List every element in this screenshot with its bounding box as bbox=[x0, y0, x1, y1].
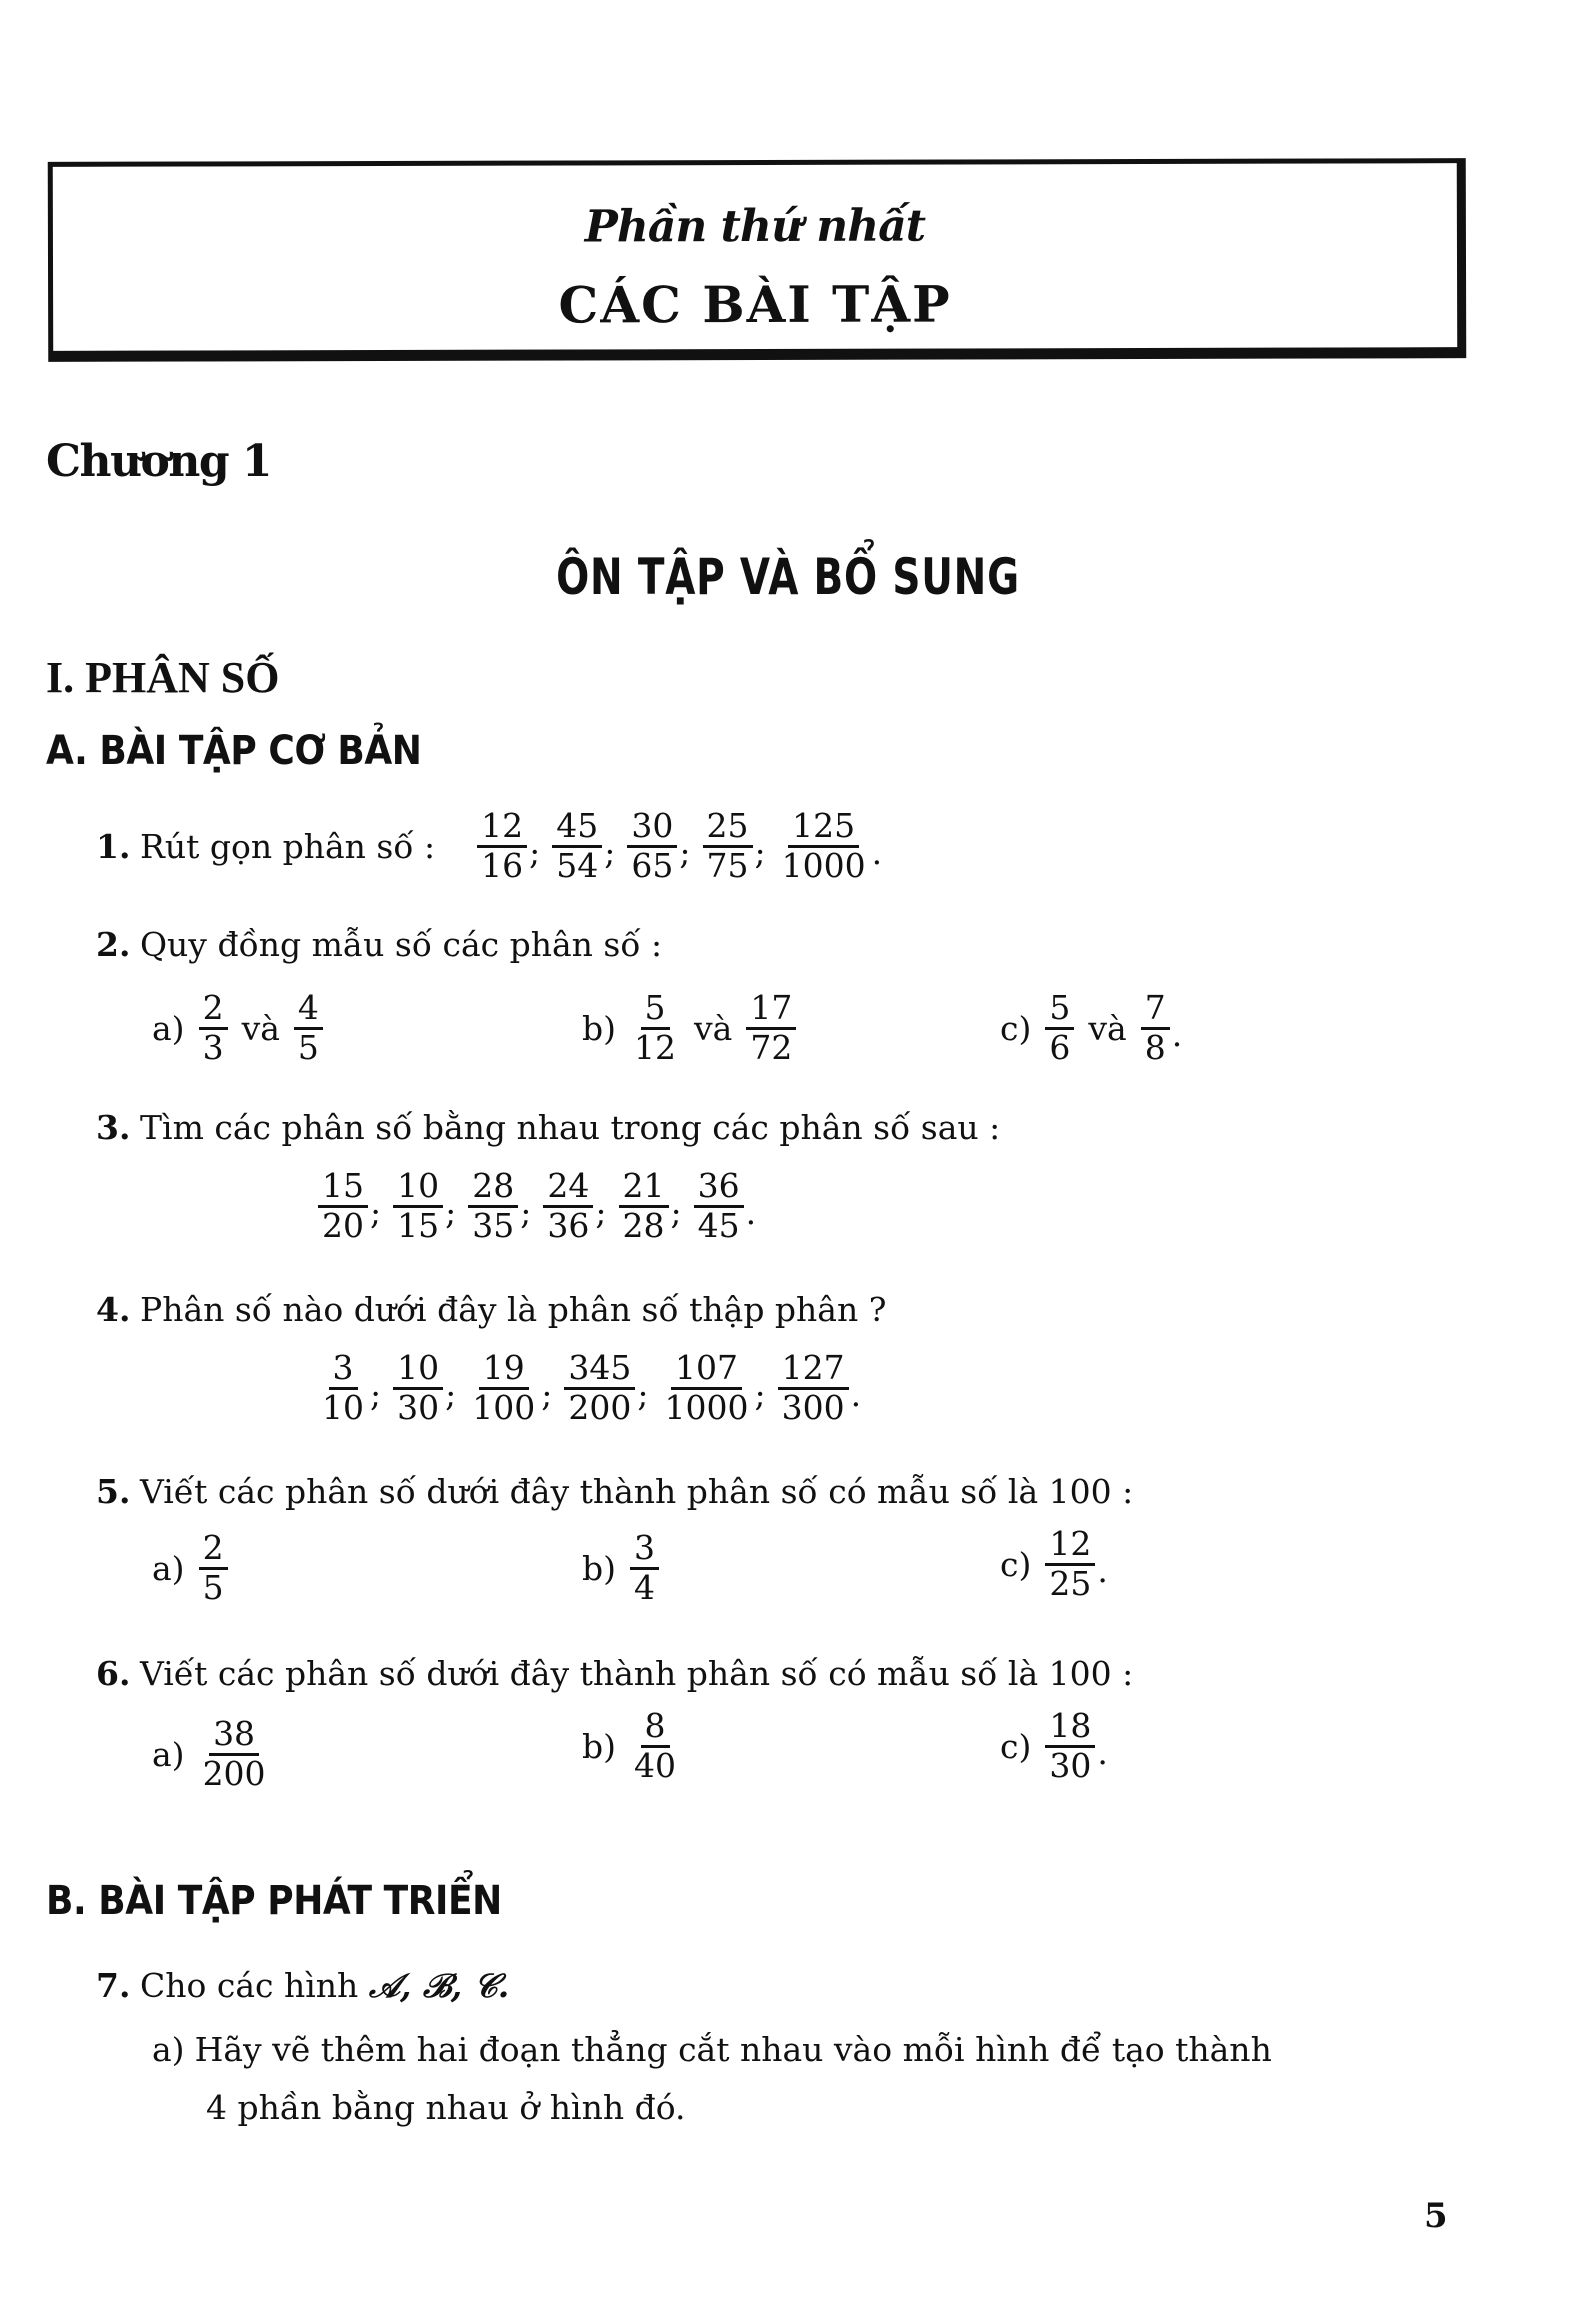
part-label: c) bbox=[1000, 1726, 1032, 1766]
fraction: $\frac{5}{6}$ bbox=[1045, 990, 1074, 1067]
exercise-1: 1. Rút gọn phân số : $\frac{12}{16}$ ; $\frac{45}{54}$ ; $\frac{30}{65}$ ; $\frac{25}{75}$ ; $\frac{125}{1000}$ . bbox=[96, 806, 883, 885]
part-label: b) bbox=[582, 1548, 616, 1588]
exercise-7-part-a bbox=[152, 2030, 1272, 2069]
fraction: $\frac{8}{40}$ bbox=[634, 1706, 676, 1785]
exercise-5-part-b bbox=[582, 1530, 659, 1607]
fraction: $\frac{10}{15}$ bbox=[393, 1168, 443, 1245]
exercise-3-fractions: $\frac{15}{20}$ ; $\frac{10}{15}$ ; $\frac{28}{35}$ ; $\frac{24}{36}$ ; $\frac{21}{28}$ ; $\frac{36}{45}$ . bbox=[318, 1168, 768, 1245]
part-label: a) bbox=[152, 1548, 185, 1588]
fraction: $\frac{125}{1000}$ bbox=[781, 806, 866, 885]
fraction: $\frac{21}{28}$ bbox=[619, 1168, 669, 1245]
fraction: $\frac{45}{54}$ bbox=[552, 808, 602, 885]
exercise-4-fractions: $\frac{3}{10}$ ; $\frac{10}{30}$ ; $\frac{19}{100}$ ; $\frac{345}{200}$ ; $\frac{107}{1000}$ ; $\frac{127}{300}$ . bbox=[318, 1350, 873, 1427]
fraction: $\frac{7}{8}$ bbox=[1141, 990, 1170, 1067]
fraction: $\frac{5}{12}$ bbox=[634, 988, 676, 1067]
exercise-text: Hãy vẽ thêm hai đoạn thẳng cắt nhau vào mỗi hình để tạo thành bbox=[194, 2030, 1272, 2069]
section-heading: I. PHÂN SỐ bbox=[46, 653, 280, 702]
chapter-label: Chương 1 bbox=[46, 436, 272, 487]
fraction: $\frac{30}{65}$ bbox=[627, 808, 677, 885]
part-label: b) bbox=[582, 1008, 616, 1048]
exercise-text: Viết các phân số dưới đây thành phân số có mẫu số là 100 : bbox=[140, 1654, 1134, 1693]
chapter-title: ÔN TẬP VÀ BỔ SUNG bbox=[556, 548, 1020, 606]
exercise-number: 2. bbox=[96, 925, 131, 964]
exercise-text: Phân số nào dưới đây là phân số thập phân ? bbox=[140, 1290, 887, 1329]
exercise-2-part-c: c) $\frac{5}{6}$ và $\frac{7}{8}$ . bbox=[1000, 988, 1183, 1067]
part-title: CÁC BÀI TẬP bbox=[558, 274, 952, 335]
fraction: $\frac{10}{30}$ bbox=[393, 1350, 443, 1427]
fraction: $\frac{127}{300}$ bbox=[778, 1350, 849, 1427]
title-frame bbox=[48, 158, 1467, 362]
fraction: $\frac{17}{72}$ bbox=[746, 990, 796, 1067]
exercise-number: 3. bbox=[96, 1108, 131, 1147]
fraction: $\frac{4}{5}$ bbox=[294, 990, 323, 1067]
exercise-text: Tìm các phân số bằng nhau trong các phân số sau : bbox=[140, 1108, 1001, 1147]
connector: và bbox=[241, 1008, 280, 1048]
exercise-6-part-b bbox=[582, 1708, 680, 1785]
fraction: $\frac{107}{1000}$ bbox=[664, 1348, 749, 1427]
fraction: $\frac{38}{200}$ bbox=[202, 1714, 266, 1793]
subsection-b-heading: B. BÀI TẬP PHÁT TRIỂN bbox=[46, 1878, 502, 1924]
fraction: $\frac{2}{3}$ bbox=[199, 990, 228, 1067]
exercise-6-prompt bbox=[96, 1654, 1133, 1693]
part-label: a) bbox=[152, 2030, 185, 2069]
exercise-number: 5. bbox=[96, 1472, 131, 1511]
fraction: $\frac{25}{75}$ bbox=[703, 808, 753, 885]
exercise-text: Quy đồng mẫu số các phân số : bbox=[140, 925, 663, 964]
exercise-text: Rút gọn phân số : bbox=[140, 826, 436, 866]
exercise-2-part-b bbox=[582, 990, 796, 1067]
exercise-2-prompt bbox=[96, 925, 662, 964]
exercise-5-part-c: c) $\frac{12}{25}$ . bbox=[1000, 1524, 1108, 1603]
part-subtitle: Phần thứ nhất bbox=[584, 200, 926, 253]
fraction: $\frac{18}{30}$ bbox=[1045, 1708, 1095, 1785]
exercise-6-part-a bbox=[152, 1716, 270, 1793]
fraction: $\frac{345}{200}$ bbox=[564, 1350, 635, 1427]
exercise-text: Cho các hình bbox=[140, 1966, 359, 2005]
exercise-number: 1. bbox=[96, 826, 131, 866]
exercise-5-part-a bbox=[152, 1530, 228, 1607]
part-label: c) bbox=[1000, 1008, 1032, 1048]
exercise-1-prompt bbox=[96, 827, 435, 866]
fraction: $\frac{15}{20}$ bbox=[318, 1168, 368, 1245]
fraction: $\frac{24}{36}$ bbox=[543, 1168, 593, 1245]
part-label: a) bbox=[152, 1734, 185, 1774]
connector: và bbox=[1088, 1008, 1127, 1048]
part-label: a) bbox=[152, 1008, 185, 1048]
fraction: $\frac{3}{4}$ bbox=[630, 1530, 659, 1607]
exercise-7-prompt bbox=[96, 1966, 509, 2006]
fraction: $\frac{12}{25}$ bbox=[1045, 1526, 1095, 1603]
exercise-4-prompt bbox=[96, 1290, 886, 1329]
exercise-number: 6. bbox=[96, 1654, 131, 1693]
exercise-text: Viết các phân số dưới đây thành phân số có mẫu số là 100 : bbox=[140, 1472, 1134, 1511]
connector: và bbox=[694, 1008, 733, 1048]
exercise-6-part-c: c) $\frac{18}{30}$ . bbox=[1000, 1706, 1108, 1785]
fraction: $\frac{28}{35}$ bbox=[468, 1168, 518, 1245]
shape-names: 𝒜, ℬ, 𝒞. bbox=[368, 1966, 510, 2005]
fraction: $\frac{3}{10}$ bbox=[322, 1348, 364, 1427]
subsection-a-heading: A. BÀI TẬP CƠ BẢN bbox=[46, 728, 422, 774]
fraction: $\frac{2}{5}$ bbox=[199, 1530, 228, 1607]
exercise-2-part-a bbox=[152, 990, 323, 1067]
exercise-3-prompt bbox=[96, 1108, 1000, 1147]
exercise-7-part-a-continued: 4 phần bằng nhau ở hình đó. bbox=[206, 2088, 686, 2127]
exercise-number: 4. bbox=[96, 1290, 131, 1329]
part-label: c) bbox=[1000, 1544, 1032, 1584]
fraction: $\frac{12}{16}$ bbox=[477, 808, 527, 885]
page-number: 5 bbox=[1424, 2196, 1448, 2236]
fraction: $\frac{36}{45}$ bbox=[694, 1168, 744, 1245]
exercise-5-prompt bbox=[96, 1472, 1133, 1511]
part-label: b) bbox=[582, 1726, 616, 1766]
exercise-number: 7. bbox=[96, 1966, 131, 2005]
fraction: $\frac{19}{100}$ bbox=[472, 1348, 536, 1427]
